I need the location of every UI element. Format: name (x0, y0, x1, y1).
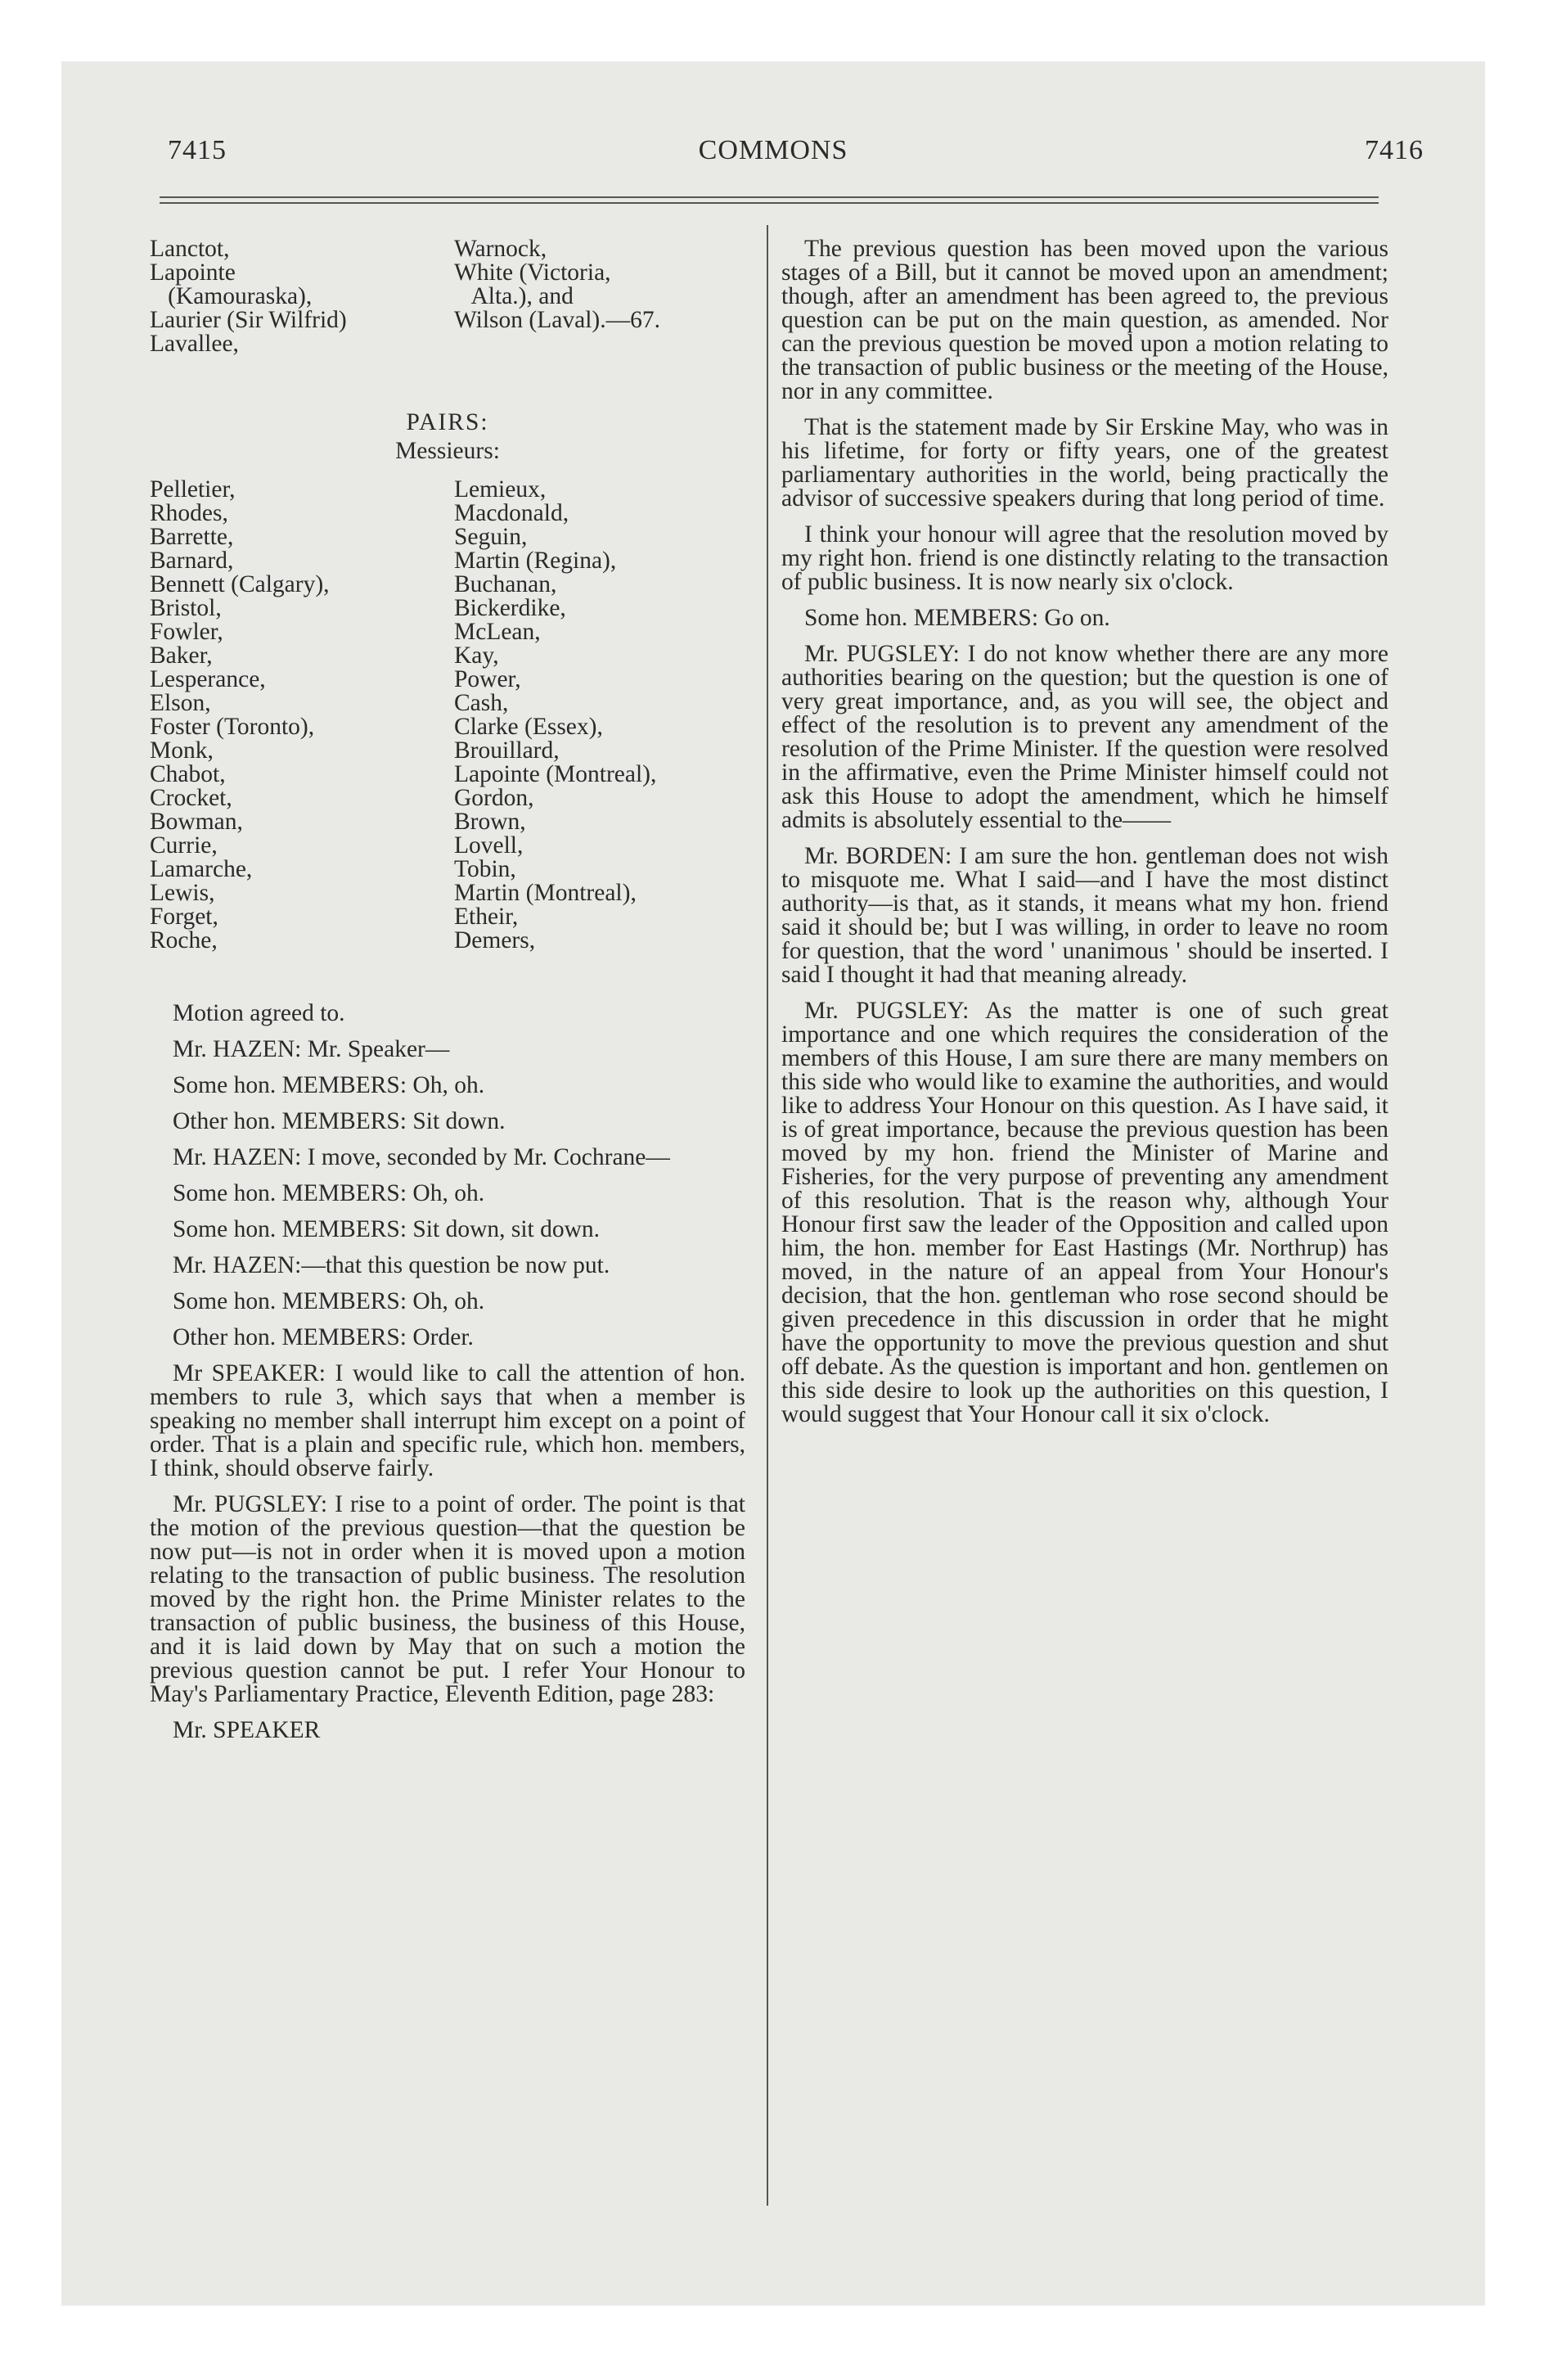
pair-name: Cash, (454, 690, 509, 716)
paragraph: That is the statement made by Sir Erskine May, who was in his lifetime, for forty or fifty years, one of the greatest parliamentary authorities in the world, being practically the advisor of successive speakers during that long period of time. (781, 414, 1388, 512)
name-line: White (Victoria, (454, 259, 611, 286)
pair-name: Martin (Regina), (454, 548, 617, 574)
pair-name: Lewis, (150, 880, 215, 906)
pair-name: Lovell, (454, 832, 524, 859)
paragraph: Mr. HAZEN:—that this question be now put. (173, 1252, 610, 1278)
header-rule-bottom (160, 202, 1379, 204)
name-line: Alta.), and (454, 283, 574, 309)
name-line: Lavallee, (150, 331, 239, 357)
quoted-paragraph: The previous question has been moved upon the various stages of a Bill, but it cannot be moved upon an amendment; though, after an amendment has been agreed to, the previous question can be put on the main question, as amended. Nor can the previous question be moved upon a motion relating to the transaction of public business or the meeting of the House, nor in any committee. (781, 236, 1388, 404)
pair-name: Monk, (150, 737, 214, 764)
paragraph: Mr. PUGSLEY: I rise to a point of order. The point is that the motion of the previous question—that the question be now put—is not in order when it is moved upon a motion relating to the transaction of public business. The resolution moved by the right hon. the Prime Minister relates to the transaction of public business, the business of this House, and it is laid down by May that on such a motion the previous question cannot be put. I refer Your Honour to May's Parliamentary Practice, Eleventh Edition, page 283: (150, 1491, 745, 1707)
paragraph: Mr. BORDEN: I am sure the hon. gentleman does not wish to misquote me. What I said—and I have the most distinct authority—is that, as it stands, it means what my hon. friend said it should be; but I was willing, in order to leave no room for question, that the word ' unanimous ' should be inserted. I said I thought it had that meaning already. (781, 843, 1388, 988)
division-names-col2 (454, 237, 749, 332)
pair-name: McLean, (454, 619, 541, 645)
pair-name: Barnard, (150, 548, 234, 574)
pairs-heading: PAIRS: (406, 409, 489, 435)
pair-name: Lamarche, (150, 856, 253, 882)
name-line: Laurier (Sir Wilfrid) (150, 307, 347, 333)
pair-name: Tobin, (454, 856, 516, 882)
pair-name: Seguin, (454, 524, 528, 550)
pair-name: Currie, (150, 832, 218, 859)
pairs-list (150, 478, 745, 1002)
paragraph: Mr. PUGSLEY: As the matter is one of such great importance and one which requires the consideration of the members of this House, I am sure there are many members on this side who would like to examine the authorities, and would like to address Your Honour on this question. As I have said, it is of great importance, because the previous question has been moved by my hon. friend the Minister of Marine and Fisheries, for the very purpose of preventing any amendment of this resolution. That is the reason why, although Your Honour first saw the leader of the Opposition and called upon him, the hon. member for East Hastings (Mr. Northrup) has moved, in the nature of an appeal from Your Honour's decision, that the hon. gentleman who rose second should be given precedence in this discussion in order that he might have the opportunity to move the previous question and shut off debate. As the question is important and hon. gentlemen on this side desire to look up the authorities on this question, I would suggest that Your Honour call it six o'clock. (781, 998, 1388, 1427)
name-line: Wilson (Laval).—67. (454, 307, 660, 333)
page-number-left: 7415 (168, 135, 227, 165)
pair-name: Power, (454, 666, 521, 692)
pair-name: Gordon, (454, 785, 534, 811)
pair-name: Rhodes, (150, 500, 228, 526)
pair-name: Barrette, (150, 524, 234, 550)
right-column (781, 237, 1388, 1439)
pair-name: Roche, (150, 927, 218, 953)
name-line: Lanctot, (150, 236, 230, 262)
pair-name: Bowman, (150, 809, 243, 835)
pair-name: Bristol, (150, 595, 222, 621)
column-divider (767, 225, 768, 2206)
paragraph: Mr. HAZEN: Mr. Speaker— (173, 1036, 450, 1062)
pair-name: Bennett (Calgary), (150, 571, 330, 597)
name-line: Lapointe (150, 259, 236, 286)
paragraph: Other hon. MEMBERS: Order. (173, 1324, 474, 1350)
pairs-col2 (454, 478, 765, 953)
pair-name: Kay, (454, 642, 499, 669)
pair-name: Pelletier, (150, 476, 236, 503)
pair-name: Demers, (454, 927, 536, 953)
header-rule-top (160, 196, 1379, 198)
pair-name: Martin (Montreal), (454, 880, 637, 906)
paragraph: Mr SPEAKER: I would like to call the attention of hon. members to rule 3, which says that when a member is speaking no member shall interrupt him except on a point of order. That is a plain and specific rule, which hon. members, I think, should observe fairly. (150, 1360, 745, 1481)
left-column (150, 237, 745, 1755)
page-title: COMMONS (698, 135, 848, 165)
name-line: (Kamouraska), (150, 283, 313, 309)
page-sheet (61, 61, 1485, 2306)
page-number-right: 7416 (1365, 135, 1424, 165)
paragraph: Mr. HAZEN: I move, seconded by Mr. Cochrane— (173, 1144, 670, 1170)
pair-name: Fowler, (150, 619, 223, 645)
pairs-col1 (150, 478, 461, 953)
division-names-col1 (150, 237, 461, 356)
pairs-subheading: Messieurs: (395, 438, 500, 464)
pair-name: Foster (Toronto), (150, 714, 315, 740)
pair-name: Baker, (150, 642, 213, 669)
pair-name: Bickerdike, (454, 595, 566, 621)
name-line: Warnock, (454, 236, 547, 262)
pair-name: Buchanan, (454, 571, 557, 597)
pair-name: Brown, (454, 809, 526, 835)
pair-name: Brouillard, (454, 737, 560, 764)
paragraph: Some hon. MEMBERS: Sit down, sit down. (173, 1216, 601, 1242)
paragraph: Motion agreed to. (173, 1000, 345, 1026)
pair-name: Lesperance, (150, 666, 266, 692)
paragraph: Some hon. MEMBERS: Oh, oh. (173, 1288, 485, 1314)
pair-name: Lapointe (Montreal), (454, 761, 657, 787)
paragraph: Mr. PUGSLEY: I do not know whether there are any more authorities bearing on the question; but the question is one of very great importance, and, as you will see, the object and effect of the resolution is to prevent any amendment of the resolution of the Prime Minister. If the question were resolved in the affirmative, even the Prime Minister himself could not ask this House to adopt the amendment, which he himself admits is absolutely essential to the—— (781, 641, 1388, 833)
pair-name: Elson, (150, 690, 211, 716)
pair-name: Forget, (150, 904, 218, 930)
paragraph: Some hon. MEMBERS: Oh, oh. (173, 1072, 485, 1098)
pair-name: Crocket, (150, 785, 232, 811)
pair-name: Macdonald, (454, 500, 569, 526)
paragraph: I think your honour will agree that the resolution moved by my right hon. friend is one distinctly relating to the transaction of public business. It is now nearly six o'clock. (781, 521, 1388, 595)
division-names (150, 237, 745, 401)
pair-name: Clarke (Essex), (454, 714, 603, 740)
paragraph: Mr. SPEAKER (173, 1717, 321, 1743)
paragraph: Some hon. MEMBERS: Go on. (804, 605, 1110, 631)
pair-name: Lemieux, (454, 476, 547, 503)
pair-name: Etheir, (454, 904, 519, 930)
page-header (61, 135, 1485, 176)
paragraph: Other hon. MEMBERS: Sit down. (173, 1108, 506, 1134)
paragraph: Some hon. MEMBERS: Oh, oh. (173, 1180, 485, 1206)
pair-name: Chabot, (150, 761, 226, 787)
